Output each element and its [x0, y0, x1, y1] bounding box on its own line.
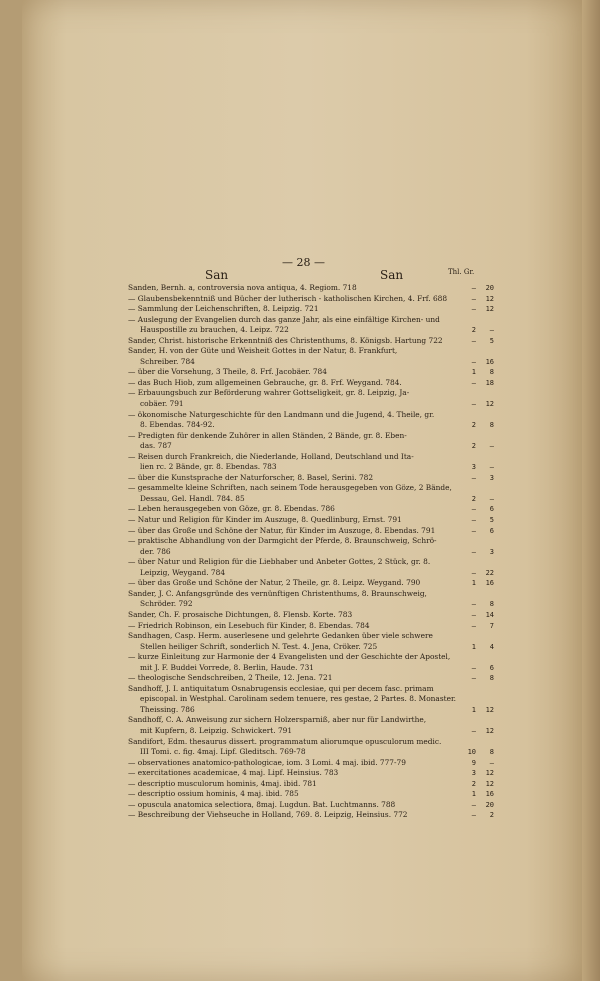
catalog-entry [128, 336, 494, 347]
entry-text: — exercitationes academicae, 4 maj. Lipf. Heinsius. 783 [128, 768, 339, 778]
entry-text: — Reisen durch Frankreich, die Niederlande, Holland, Deutschland und Ita- [128, 451, 414, 461]
entry-thaler: — [471, 473, 476, 482]
catalog-entry [128, 779, 494, 790]
catalog-entry [128, 410, 494, 421]
entry-thaler: 2 [471, 494, 476, 503]
entry-groschen: 12 [485, 305, 494, 314]
entry-groschen: 3 [489, 547, 494, 556]
catalog-entry [128, 388, 494, 399]
catalog-entry [128, 357, 494, 368]
catalog-entry [128, 568, 494, 579]
entry-text: Sander, Ch. F. prosaische Dichtungen, 8. Flensb. Korte. 783 [128, 609, 353, 619]
catalog-entry [128, 589, 494, 600]
catalog-entry [128, 283, 494, 294]
entry-thaler: 2 [471, 442, 476, 451]
entry-thaler: — [471, 516, 476, 525]
catalog-entry [128, 747, 494, 758]
catalog-entry [128, 515, 494, 526]
catalog-entry [128, 599, 494, 610]
catalog-entry [128, 304, 494, 315]
entry-thaler: 2 [471, 779, 476, 788]
catalog-entry [128, 504, 494, 515]
price-column-header: Thl. Gr. [448, 268, 475, 276]
running-head-left: San [205, 268, 229, 282]
entry-text: — descriptio ossium hominis, 4 maj. ibid. 785 [128, 789, 299, 799]
entry-thaler: 1 [471, 368, 476, 377]
catalog-entry [128, 715, 494, 726]
entry-text: — über das Große und Schöne der Natur, für Kinder im Auszuge, 8. Ebendas. 791 [128, 525, 436, 535]
entry-text: — Glaubensbekenntniß und Bücher der lutherisch - katholischen Kirchen, 4. Frf. 688 [128, 293, 448, 303]
entry-thaler: — [471, 294, 476, 303]
entry-text: — über die Vorsehung, 3 Theile, 8. Frf. Jacobäer. 784 [128, 367, 327, 377]
entry-text: — Leben herausgegeben von Göze, gr. 8. Ebendas. 786 [128, 504, 335, 514]
catalog-entry [128, 578, 494, 589]
catalog-entry [128, 610, 494, 621]
entry-groschen: — [489, 442, 494, 451]
entry-text: — über das Große und Schöne der Natur, 2 Theile, gr. 8. Leipz. Weygand. 790 [128, 578, 421, 588]
entry-thaler: — [471, 357, 476, 366]
catalog-entry [128, 536, 494, 547]
entry-text: 8. Ebendas. 784-92. [140, 420, 215, 430]
entry-thaler: 3 [471, 463, 476, 472]
entry-thaler: — [471, 505, 476, 514]
running-head-right: San [380, 268, 404, 282]
catalog-entry [128, 800, 494, 811]
entry-text: III Tomi. c. fig. 4maj. Lipf. Gleditsch. 769-78 [140, 747, 306, 757]
catalog-entry [128, 673, 494, 684]
catalog-entry [128, 325, 494, 336]
catalog-entry [128, 431, 494, 442]
entry-text: — das Buch Hiob, zum allgemeinen Gebrauche, gr. 8. Frf. Weygand. 784. [128, 377, 402, 387]
entry-text: — Natur und Religion für Kinder im Auszuge, 8. Quedlinburg, Ernst. 791 [128, 515, 402, 525]
entry-text: Sandhoff, C. A. Anweisung zur sichern Holzersparniß, aber nur für Landwirthe, [128, 715, 427, 725]
entry-thaler: — [471, 811, 476, 820]
entry-text: Sander, J. C. Anfangsgründe des vernünftigen Christenthums, 8. Braunschweig, [128, 588, 427, 598]
entry-thaler: — [471, 284, 476, 292]
catalog-entry [128, 705, 494, 716]
catalog-entry [128, 694, 494, 705]
entry-text: mit Kupfern, 8. Leipzig. Schwickert. 791 [140, 725, 293, 735]
catalog-entry [128, 557, 494, 568]
entry-thaler: — [471, 378, 476, 387]
entry-groschen: 12 [485, 779, 494, 788]
entry-text: Schröder. 792 [140, 599, 193, 609]
entry-text: — Friedrich Robinson, ein Lesebuch für Kinder, 8. Ebendas. 784 [128, 620, 370, 630]
catalog-entry [128, 810, 494, 821]
entry-thaler: 10 [467, 748, 476, 757]
entry-text: — praktische Abhandlung von der Darmgicht der Pferde, 8. Braunschweig, Schrö- [128, 536, 437, 546]
entry-groschen: 8 [489, 748, 494, 757]
entry-text: Stellen heiliger Schrift, sonderlich N. Test. 4. Jena, Cröker. 725 [140, 641, 378, 651]
entry-text: — Beschreibung der Viehseuche in Holland, 769. 8. Leipzig, Heinsius. 772 [128, 810, 408, 820]
entry-groschen: 6 [489, 526, 494, 535]
entry-thaler: — [471, 305, 476, 314]
entry-groschen: 6 [489, 505, 494, 514]
entry-groschen: 8 [489, 421, 494, 430]
catalog-entry [128, 526, 494, 537]
entry-groschen: 5 [489, 336, 494, 345]
catalog-entry [128, 462, 494, 473]
catalog-entry [128, 420, 494, 431]
entry-text: episcopal. in Westphal. Carolinam sedem tenuere, res gestae, 2 Partes. 8. Monaster. [140, 694, 456, 704]
entry-groschen: 6 [489, 663, 494, 672]
entry-text: Sander, H. von der Güte und Weisheit Gottes in der Natur, 8. Frankfurt, [128, 346, 398, 356]
catalog-entry [128, 758, 494, 769]
entry-groschen: 5 [489, 516, 494, 525]
entry-groschen: — [489, 758, 494, 767]
entry-text: — gesammelte kleine Schriften, nach seinem Tode herausgegeben von Göze, 2 Bände, [128, 483, 452, 493]
entry-text: das. 787 [140, 441, 172, 451]
entry-thaler: — [471, 621, 476, 630]
entry-text: Schreiber. 784 [140, 356, 195, 366]
page-header [0, 256, 600, 282]
entry-groschen: 12 [485, 769, 494, 778]
catalog-entry [128, 483, 494, 494]
entry-thaler: — [471, 610, 476, 619]
entry-groschen: 8 [489, 368, 494, 377]
entry-thaler: 3 [471, 769, 476, 778]
entry-thaler: — [471, 800, 476, 809]
entry-text: Sander, Christ. historische Erkenntniß des Christenthums, 8. Königsb. Hartung 722 [128, 335, 443, 345]
catalog-entry [128, 452, 494, 463]
entry-groschen: 7 [489, 621, 494, 630]
entry-text: lien rc. 2 Bände, gr. 8. Ebendas. 783 [140, 462, 277, 472]
entry-thaler: — [471, 526, 476, 535]
catalog-entry [128, 494, 494, 505]
entry-groschen: 16 [485, 357, 494, 366]
catalog-entry [128, 378, 494, 389]
entry-thaler: — [471, 547, 476, 556]
entry-thaler: — [471, 674, 476, 683]
entry-text: Hauspostille zu brauchen, 4. Leipz. 722 [140, 325, 289, 335]
catalog-entries [128, 283, 494, 821]
entry-text: Theissing. 786 [140, 704, 195, 714]
catalog-entry [128, 294, 494, 305]
entry-text: der. 786 [140, 546, 171, 556]
entry-groschen: 14 [485, 610, 494, 619]
catalog-entry [128, 768, 494, 779]
entry-text: — Auslegung der Evangelien durch das ganze Jahr, als eine einfältige Kirchen- und [128, 314, 440, 324]
entry-thaler: 1 [471, 790, 476, 799]
entry-thaler: 1 [471, 579, 476, 588]
entry-text: — kurze Einleitung zur Harmonie der 4 Evangelisten und der Geschichte der Apostel, [128, 652, 451, 662]
entry-thaler: 2 [471, 421, 476, 430]
catalog-entry [128, 642, 494, 653]
catalog-entry [128, 441, 494, 452]
entry-groschen: 22 [485, 568, 494, 577]
entry-groschen: 18 [485, 378, 494, 387]
entry-text: Sanden, Bernh. a, controversia nova antiqua, 4. Regiom. 718 [128, 283, 357, 292]
entry-thaler: 1 [471, 705, 476, 714]
entry-text: — Predigten für denkende Zuhörer in allen Ständen, 2 Bände, gr. 8. Eben- [128, 430, 407, 440]
catalog-entry [128, 399, 494, 410]
entry-text: Sandhoff, J. I. antiquitatum Osnabrugensis ecclesiae, qui per decem fasc. primam [128, 683, 434, 693]
catalog-entry [128, 367, 494, 378]
entry-text: — opuscula anatomica selectiora, 8maj. Lugdun. Bat. Luchtmanns. 788 [128, 799, 396, 809]
entry-groschen: 12 [485, 294, 494, 303]
entry-thaler: 2 [471, 326, 476, 335]
entry-thaler: — [471, 400, 476, 409]
entry-groschen: 12 [485, 400, 494, 409]
catalog-entry [128, 663, 494, 674]
catalog-entry [128, 789, 494, 800]
catalog-entry [128, 631, 494, 642]
catalog-entry [128, 621, 494, 632]
catalog-entry [128, 346, 494, 357]
entry-text: mit J. F. Buddei Vorrede, 8. Berlin, Haude. 731 [140, 662, 314, 672]
entry-text: — über Natur und Religion für die Liebhaber und Anbeter Gottes, 2 Stück, gr. 8. [128, 557, 431, 567]
catalog-entry [128, 315, 494, 326]
entry-groschen: 8 [489, 600, 494, 609]
catalog-entry [128, 473, 494, 484]
entry-groschen: — [489, 326, 494, 335]
entry-groschen: 16 [485, 790, 494, 799]
entry-text: Sandhagen, Casp. Herm. auserlesene und gelehrte Gedanken über viele schwere [128, 631, 433, 641]
entry-groschen: 2 [489, 811, 494, 820]
entry-groschen: 12 [485, 705, 494, 714]
catalog-entry [128, 726, 494, 737]
catalog-entry [128, 652, 494, 663]
entry-text: Dessau, Gel. Handl. 784. 85 [140, 493, 245, 503]
entry-thaler: — [471, 568, 476, 577]
entry-groschen: 16 [485, 579, 494, 588]
entry-text: — descriptio musculorum hominis, 4maj. ibid. 781 [128, 778, 317, 788]
entry-groschen: 20 [485, 284, 494, 292]
entry-text: — Sammlung der Leichenschriften, 8. Leipzig. 721 [128, 304, 319, 314]
entry-thaler: — [471, 726, 476, 735]
entry-thaler: — [471, 336, 476, 345]
page-number: — 28 — [282, 256, 325, 269]
entry-text: Leipzig, Weygand. 784 [140, 567, 226, 577]
catalog-entry [128, 684, 494, 695]
catalog-entry [128, 547, 494, 558]
entry-text: — ökonomische Naturgeschichte für den Landmann und die Jugend, 4. Theile, gr. [128, 409, 435, 419]
entry-text: cobäer. 791 [140, 399, 184, 409]
entry-thaler: — [471, 600, 476, 609]
catalog-entry [128, 737, 494, 748]
entry-text: Sandifort, Edm. thesaurus dissert. programmatum aliorumque opusculorum medic. [128, 736, 442, 746]
entry-groschen: 20 [485, 800, 494, 809]
entry-groschen: 4 [489, 642, 494, 651]
entry-text: — über die Kunstsprache der Naturforscher, 8. Basel, Serini. 782 [128, 472, 374, 482]
left-trim [0, 0, 22, 981]
entry-text: — theologische Sendschreiben, 2 Theile, 12. Jena. 721 [128, 673, 333, 683]
entry-groschen: 12 [485, 726, 494, 735]
entry-groschen: 3 [489, 473, 494, 482]
entry-text: — observationes anatomico-pathologicae, iom. 3 Lomi. 4 maj. ibid. 777-79 [128, 757, 406, 767]
page-edge [582, 0, 600, 981]
entry-thaler: 9 [471, 758, 476, 767]
entry-thaler: 1 [471, 642, 476, 651]
entry-groschen: — [489, 494, 494, 503]
entry-thaler: — [471, 663, 476, 672]
entry-groschen: — [489, 463, 494, 472]
entry-groschen: 8 [489, 674, 494, 683]
entry-text: — Erbauungsbuch zur Beförderung wahrer Gottseligkeit, gr. 8. Leipzig, Ja- [128, 388, 410, 398]
